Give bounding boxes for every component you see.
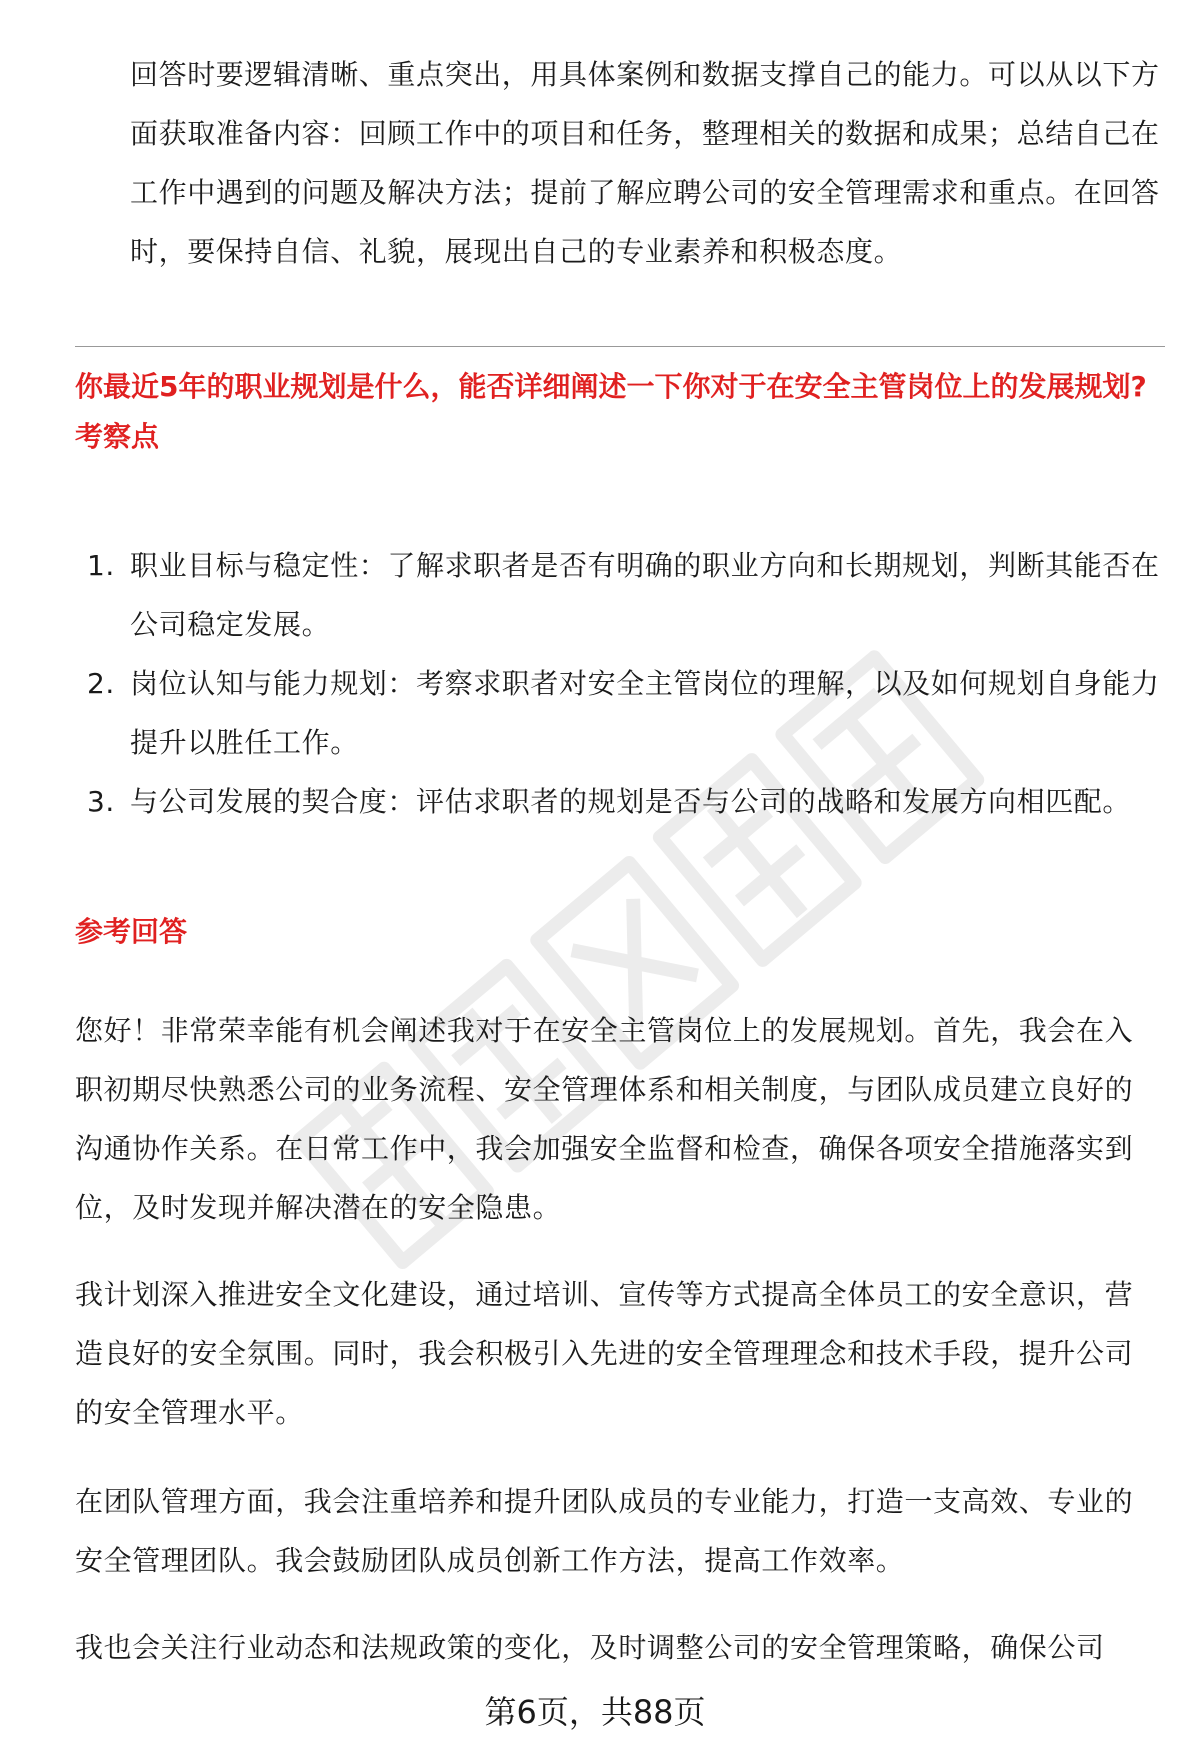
list-item-number: 3. — [87, 785, 115, 818]
page-number: 第6页，共88页 — [484, 1693, 706, 1731]
answer-paragraph: 我计划深入推进安全文化建设，通过培训、宣传等方式提高全体员工的安全意识，营造良好的安全氛围。同时，我会积极引入先进的安全管理理念和技术手段，提升公司的安全管理水平。 — [75, 1278, 1134, 1429]
answer-paragraph: 您好！非常荣幸能有机会阐述我对于在安全主管岗位上的发展规划。首先，我会在入职初期尽快熟悉公司的业务流程、安全管理体系和相关制度，与团队成员建立良好的沟通协作关系。在日常工作中，我会加强安全监督和检查，确保各项安全措施落实到位，及时发现并解决潜在的安全隐患。 — [75, 1014, 1134, 1224]
points-list — [75, 536, 1160, 831]
answer-paragraph: 在团队管理方面，我会注重培养和提升团队成员的专业能力，打造一支高效、专业的安全管理团队。我会鼓励团队成员创新工作方法，提高工作效率。 — [75, 1485, 1134, 1577]
list-item-text: 职业目标与稳定性：了解求职者是否有明确的职业方向和长期规划，判断其能否在公司稳定发展。 — [130, 549, 1160, 641]
list-item-number: 2. — [87, 667, 115, 700]
section-divider — [75, 346, 1165, 347]
answer-section-title: 参考回答 — [75, 915, 188, 948]
list-item-text: 与公司发展的契合度：评估求职者的规划是否与公司的战略和发展方向相匹配。 — [130, 785, 1132, 818]
list-item-number: 1. — [87, 549, 115, 582]
intro-paragraph: 回答时要逻辑清晰、重点突出，用具体案例和数据支撑自己的能力。可以从以下方面获取准备内容：回顾工作中的项目和任务，整理相关的数据和成果；总结自己在工作中遇到的问题及解决方法；提前了解应聘公司的安全管理需求和重点。在回答时，要保持自信、礼貌，展现出自己的专业素养和积极态度。 — [130, 58, 1160, 268]
list-item — [75, 536, 1160, 654]
list-item — [75, 772, 1160, 831]
points-section-title: 考察点 — [75, 420, 160, 453]
list-item-text: 岗位认知与能力规划：考察求职者对安全主管岗位的理解，以及如何规划自身能力提升以胜任工作。 — [130, 667, 1160, 759]
answer-paragraph: 我也会关注行业动态和法规政策的变化，及时调整公司的安全管理策略，确保公司 — [75, 1631, 1105, 1664]
question-heading: 你最近5年的职业规划是什么，能否详细阐述一下你对于在安全主管岗位上的发展规划? — [75, 370, 1147, 403]
list-item — [75, 654, 1160, 772]
